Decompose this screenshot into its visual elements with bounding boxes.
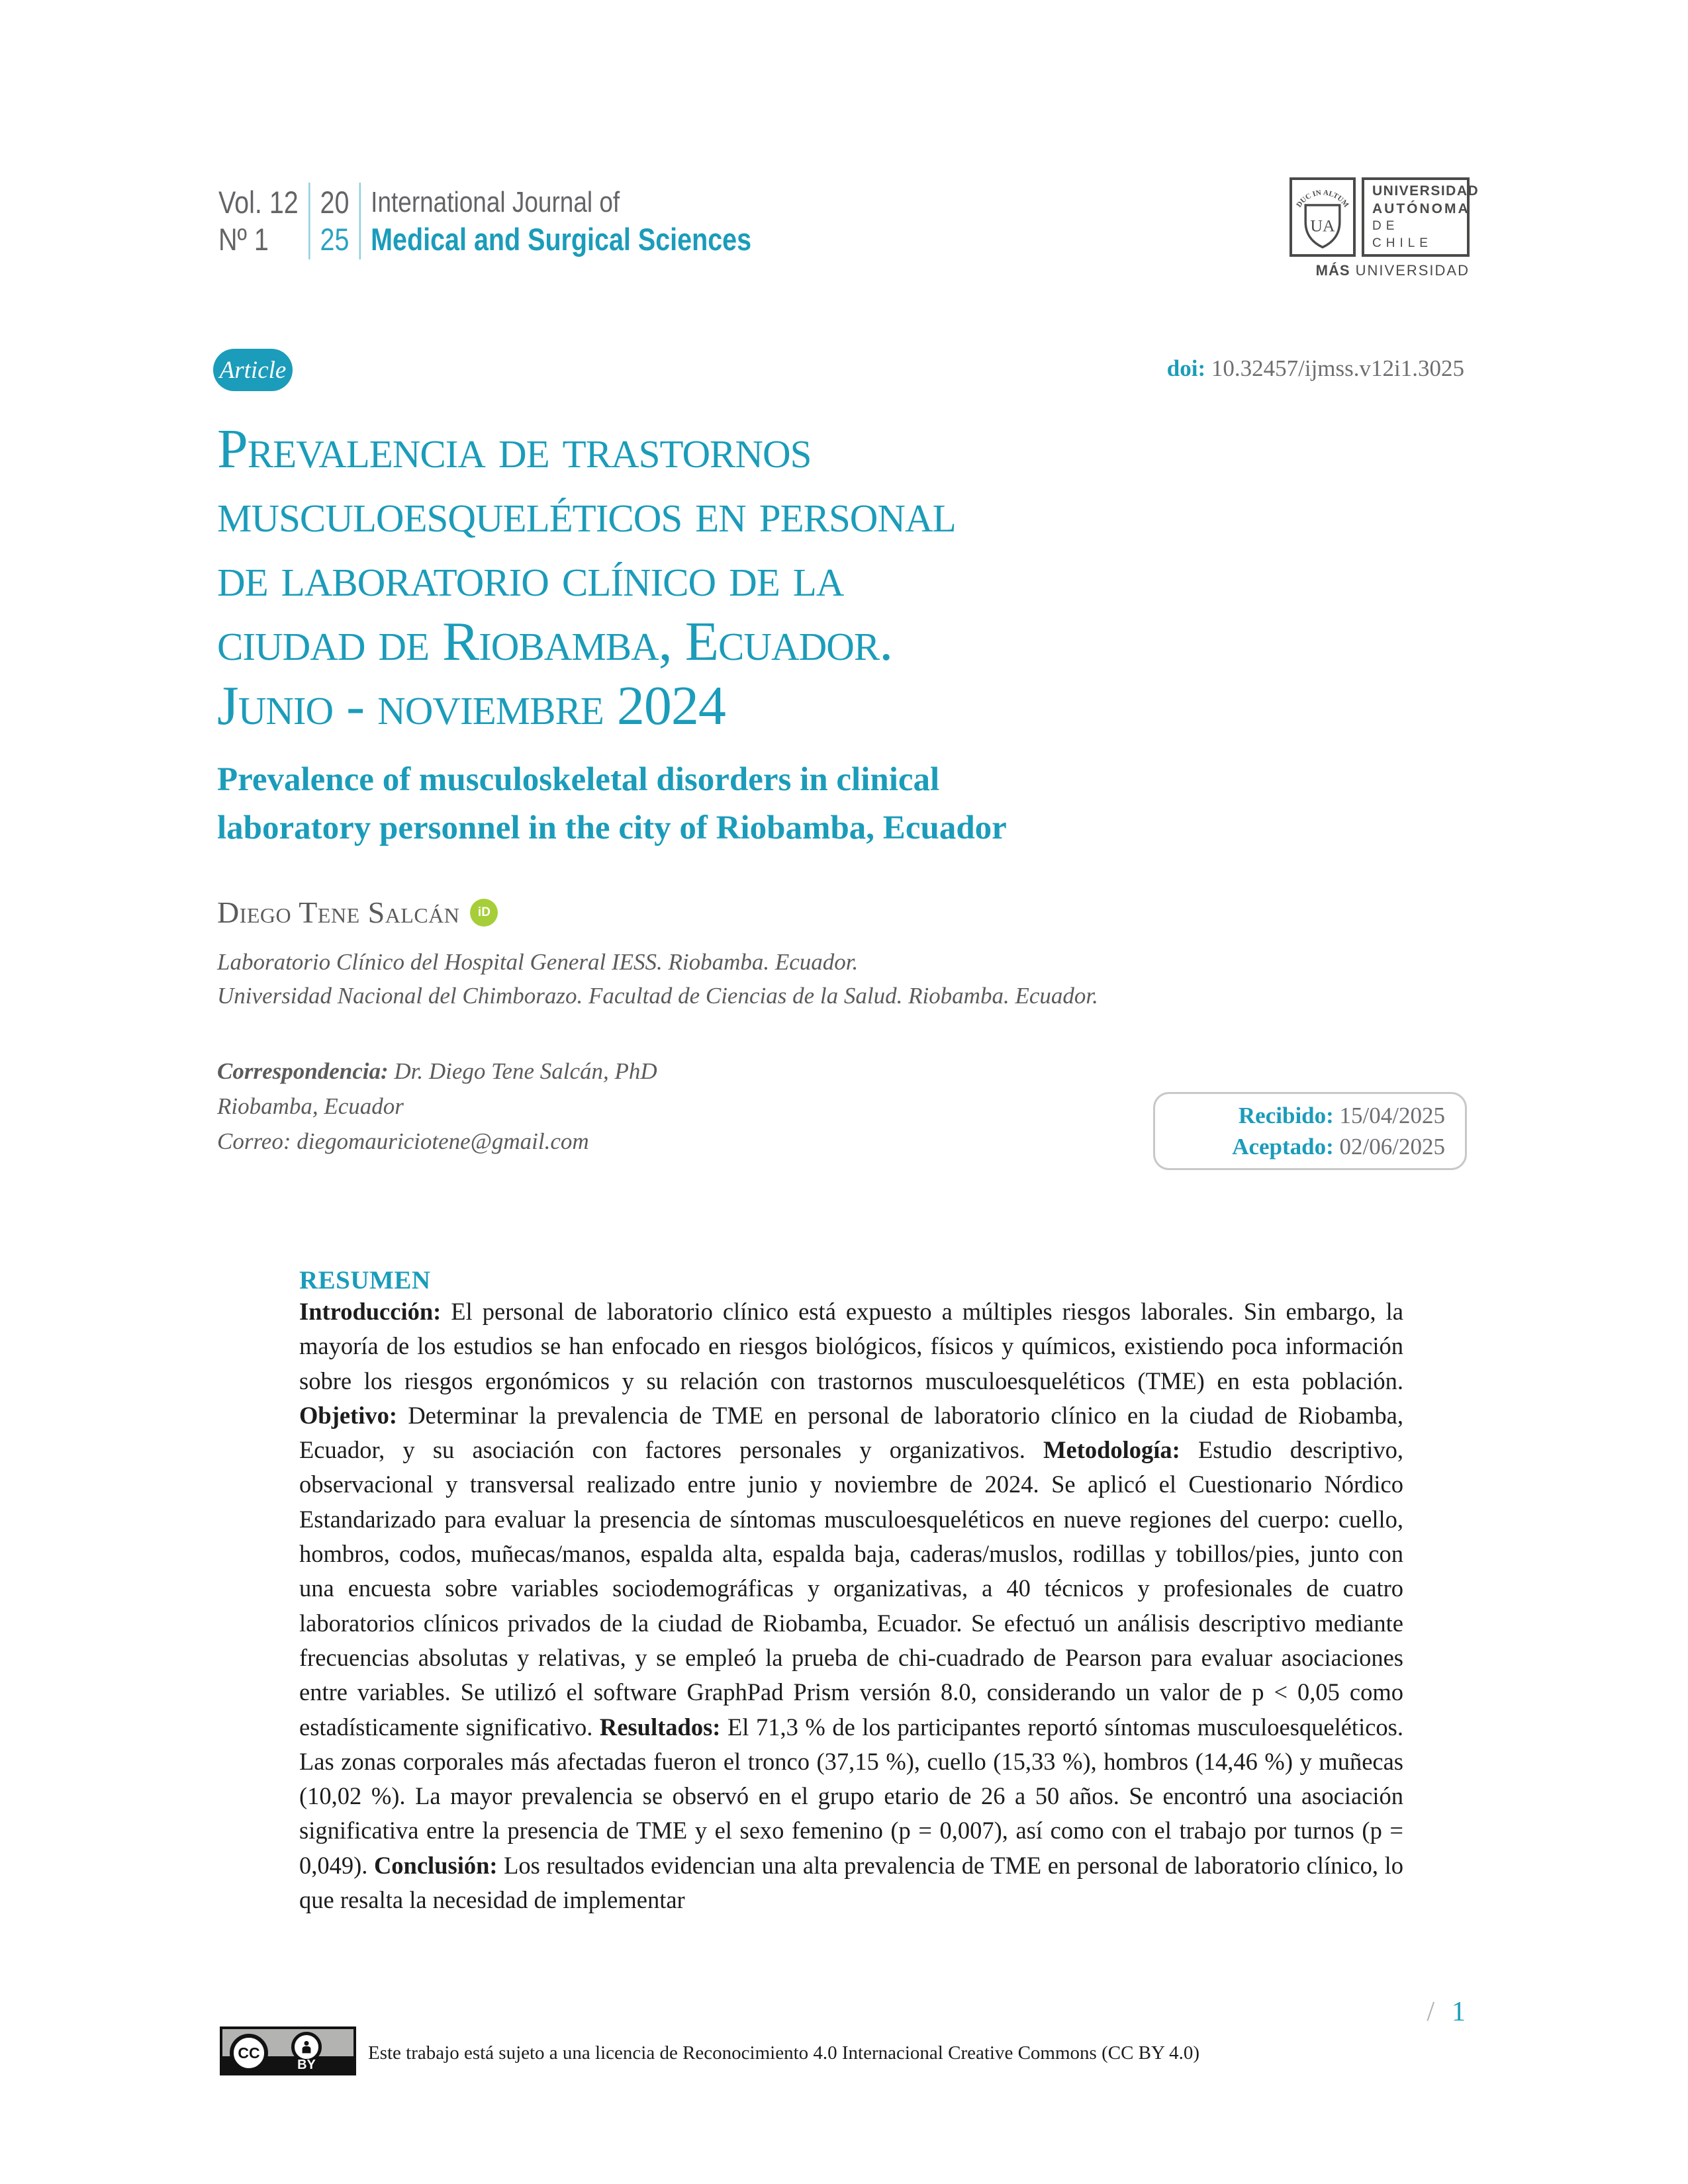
university-name-line2: AUTÓNOMA [1372,201,1470,216]
accepted-label: Aceptado: [1232,1134,1334,1160]
person-icon [297,2038,316,2056]
page-number-value: 1 [1452,1997,1466,2027]
university-tagline [1289,262,1470,279]
university-tagline-rest: UNIVERSIDAD [1350,262,1470,279]
journal-name-line2: Medical and Surgical Sciences [371,222,752,257]
abstract-segment: Los resultados evidencian una alta prevalencia de TME en personal de laboratorio clínico, lo que resalta la necesidad de implementar [299,1851,1403,1914]
abstract-segment: El 71,3 % de los participantes reportó síntomas musculoesqueléticos. Las zonas corporales más afectadas fueron el tronco (37,15 %), cuello (15,33 %), hombros (14,46 %) y muñecas (10,02 %). La mayor prevalencia se observó en el grupo etario de 26 a 50 años. Se encontró una asociación significativa entre la presencia de TME y el sexo femenino (p = 0,007), así como con el trabajo por turnos (p = 0,049). [299,1713,1403,1879]
author-name: Diego Tene Salcán [217,895,460,929]
title-es-line: ciudad de Riobamba, Ecuador. [217,611,893,672]
year-bottom: 25 [320,222,350,257]
shield-initials: UA [1310,216,1335,236]
title-en-line: laboratory personnel in the city of Riobamba, Ecuador [217,809,1007,846]
university-shield-icon [1294,183,1351,251]
abstract-segment: El personal de laboratorio clínico está expuesto a múltiples riesgos laborales. Sin embargo, la mayoría de los estudios se han enfocado en riesgos biológicos, físicos y químicos, existiendo poca información sobre los riesgos ergonómicos y su relación con trastornos musculoesqueléticos (TME) en esta población. [299,1298,1403,1394]
affiliation-line: Universidad Nacional del Chimborazo. Facultad de Ciencias de la Salud. Riobamba. Ecuador. [217,983,1098,1009]
abstract-segment: Determinar la prevalencia de TME en personal de laboratorio clínico en la ciudad de Riobamba, Ecuador, y su asociación con factores personales y organizativos. [299,1401,1403,1464]
orcid-icon[interactable]: iD [470,899,498,927]
university-shield-box [1289,177,1356,257]
abstract-label-objetivo: Objetivo: [299,1401,397,1429]
abstract-text [299,1295,1403,1917]
correspondence-block [217,1054,657,1159]
article-title-es [217,417,1303,738]
correspondence-line [217,1054,657,1089]
university-name-line1: UNIVERSIDAD [1372,183,1479,199]
volume-label: Vol. 12 [218,185,299,220]
accepted-line [1232,1131,1445,1162]
year-top: 20 [320,185,350,220]
year-block [320,183,349,259]
received-date: 15/04/2025 [1333,1103,1445,1128]
correspondence-name: Dr. Diego Tene Salcán, PhD [388,1058,657,1084]
volume-issue-block [218,183,299,259]
masthead-divider [359,183,361,259]
title-es-line: Junio - noviembre 2024 [217,675,726,737]
journal-masthead [218,183,751,259]
journal-name-block [371,183,751,259]
shield-motto: DUC IN ALTUM [1295,189,1350,209]
author-row [217,895,498,930]
dates-box [1153,1092,1467,1170]
university-tagline-bold: MÁS [1315,262,1350,279]
article-type-badge: Article [213,349,293,391]
cc-by-label: BY [297,2058,316,2072]
cc-icon: CC [230,2034,268,2072]
abstract-label-introduccion: Introducción: [299,1298,442,1325]
correspondence-city: Riobamba, Ecuador [217,1093,404,1119]
journal-name-line1: International Journal of [371,186,620,218]
title-en-line: Prevalence of musculoskeletal disorders in clinical [217,761,940,798]
received-line [1239,1100,1445,1131]
abstract-segment: Estudio descriptivo, observacional y transversal realizado entre junio y noviembre de 2024. Se aplicó el Cuestionario Nórdico Estandarizado para evaluar la presencia de síntomas musculoesqueléticos en nueve regiones del cuerpo: cuello, hombros, codos, muñecas/manos, espalda alta, espalda baja, caderas/muslos, rodillas y tobillos/pies, junto con una encuesta sobre variables sociodemográficas y organizativas, a 40 técnicos y profesionales de cuatro laboratorios clínicos privados de la ciudad de Riobamba, Ecuador. Se efectuó un análisis descriptivo mediante frecuencias absolutas y relativas, y se empleó la prueba de chi-cuadrado de Pearson para evaluar asociaciones entre variables. Se utilizó el software GraphPad Prism versión 8.0, considerando un valor de p < 0,05 como estadísticamente significativo. [299,1436,1403,1741]
university-name-box [1362,177,1479,257]
abstract-label-metodologia: Metodología: [1043,1436,1180,1464]
article-title-en [217,756,1303,852]
doi-label: doi: [1166,355,1206,381]
university-logo-boxes [1289,177,1479,257]
abstract-heading: RESUMEN [299,1266,431,1295]
title-es-line: musculoesqueléticos en personal [217,482,956,544]
affiliations [217,945,1098,1013]
page-number [1427,1996,1466,2028]
correspondence-label: Correspondencia: [217,1058,389,1084]
title-es-line: Prevalencia de trastornos [217,418,812,480]
correspondence-email[interactable]: Correo: diegomauriciotene@gmail.com [217,1128,589,1154]
cc-license-badge[interactable] [220,2026,356,2075]
doi-row [1167,355,1464,382]
title-es-line: de laboratorio clínico de la [217,547,844,608]
received-label: Recibido: [1238,1103,1334,1128]
doi-link[interactable]: 10.32457/ijmss.v12i1.3025 [1205,355,1464,381]
university-logo [1289,177,1479,279]
issue-label: Nº 1 [218,222,269,257]
abstract-label-resultados: Resultados: [599,1713,721,1741]
page-number-separator: / [1427,1997,1434,2027]
masthead-divider [308,183,310,259]
accepted-date: 02/06/2025 [1333,1134,1445,1160]
license-text: Este trabajo está sujeto a una licencia de Reconocimiento 4.0 Internacional Creative Commons (CC BY 4.0) [368,2042,1200,2064]
affiliation-line: Laboratorio Clínico del Hospital General IESS. Riobamba. Ecuador. [217,949,859,975]
abstract-label-conclusion: Conclusión: [373,1851,498,1879]
university-name-line3: DE CHILE [1372,219,1432,250]
